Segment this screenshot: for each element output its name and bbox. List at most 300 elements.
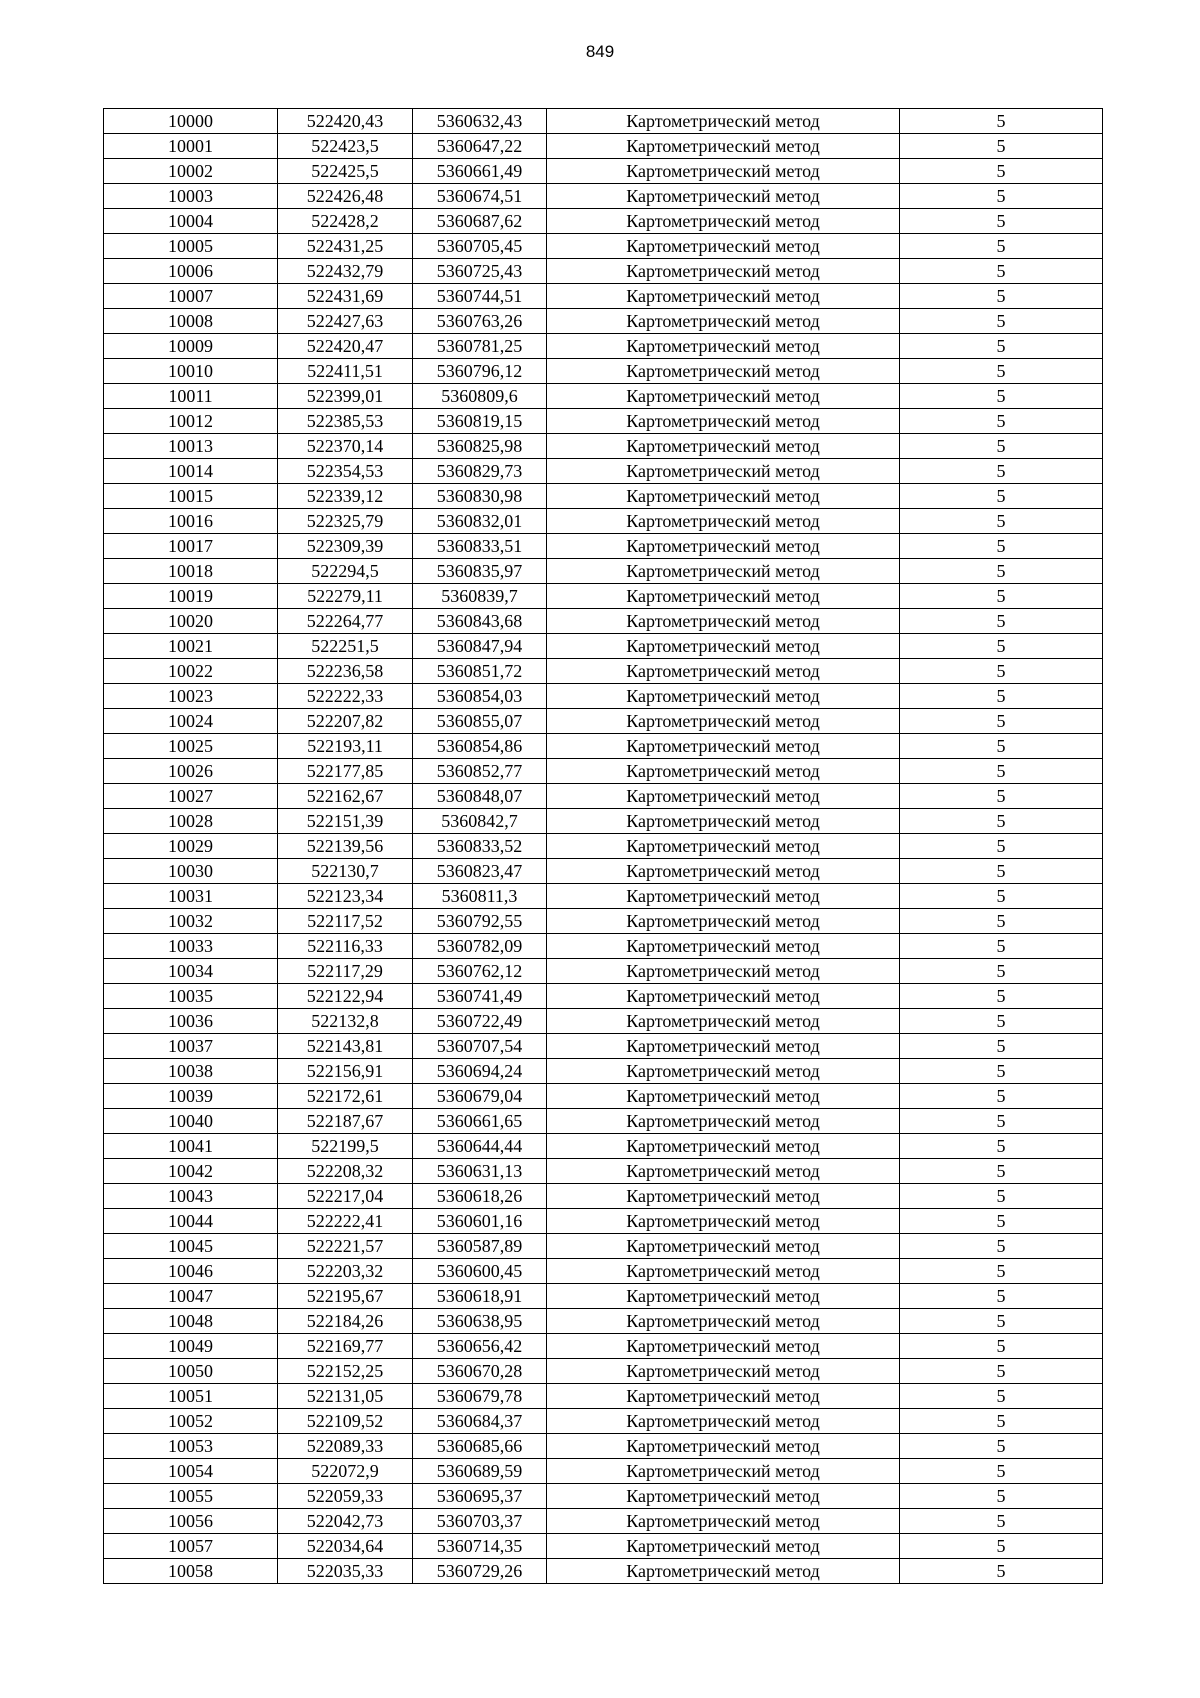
table-row — [104, 484, 1103, 509]
accuracy-cell: 5 — [900, 934, 1103, 959]
y-coordinate-cell: 5360684,37 — [413, 1409, 547, 1434]
table-row — [104, 1534, 1103, 1559]
method-cell: Картометрический метод — [547, 1209, 900, 1234]
point-number-cell: 10017 — [104, 534, 278, 559]
point-number-cell: 10030 — [104, 859, 278, 884]
accuracy-cell: 5 — [900, 484, 1103, 509]
point-number-cell: 10058 — [104, 1559, 278, 1584]
y-coordinate-cell: 5360714,35 — [413, 1534, 547, 1559]
point-number-cell: 10033 — [104, 934, 278, 959]
accuracy-cell: 5 — [900, 1134, 1103, 1159]
accuracy-cell: 5 — [900, 384, 1103, 409]
y-coordinate-cell: 5360707,54 — [413, 1034, 547, 1059]
point-number-cell: 10023 — [104, 684, 278, 709]
table-row — [104, 509, 1103, 534]
accuracy-cell: 5 — [900, 859, 1103, 884]
accuracy-cell: 5 — [900, 834, 1103, 859]
y-coordinate-cell: 5360842,7 — [413, 809, 547, 834]
table-row — [104, 1159, 1103, 1184]
accuracy-cell: 5 — [900, 1534, 1103, 1559]
table-row — [104, 809, 1103, 834]
coordinates-table-body — [104, 109, 1103, 1584]
method-cell: Картометрический метод — [547, 809, 900, 834]
method-cell: Картометрический метод — [547, 1134, 900, 1159]
point-number-cell: 10052 — [104, 1409, 278, 1434]
x-coordinate-cell: 522264,77 — [278, 609, 413, 634]
method-cell: Картометрический метод — [547, 634, 900, 659]
x-coordinate-cell: 522370,14 — [278, 434, 413, 459]
table-row — [104, 709, 1103, 734]
accuracy-cell: 5 — [900, 1234, 1103, 1259]
page-number: 849 — [585, 42, 615, 61]
x-coordinate-cell: 522143,81 — [278, 1034, 413, 1059]
x-coordinate-cell: 522131,05 — [278, 1384, 413, 1409]
x-coordinate-cell: 522279,11 — [278, 584, 413, 609]
method-cell: Картометрический метод — [547, 359, 900, 384]
method-cell: Картометрический метод — [547, 934, 900, 959]
table-row — [104, 134, 1103, 159]
y-coordinate-cell: 5360656,42 — [413, 1334, 547, 1359]
y-coordinate-cell: 5360782,09 — [413, 934, 547, 959]
table-row — [104, 1009, 1103, 1034]
table-row — [104, 1434, 1103, 1459]
table-row — [104, 1384, 1103, 1409]
x-coordinate-cell: 522151,39 — [278, 809, 413, 834]
table-row — [104, 559, 1103, 584]
point-number-cell: 10029 — [104, 834, 278, 859]
method-cell: Картометрический метод — [547, 1059, 900, 1084]
table-row — [104, 534, 1103, 559]
x-coordinate-cell: 522251,5 — [278, 634, 413, 659]
point-number-cell: 10043 — [104, 1184, 278, 1209]
table-row — [104, 1259, 1103, 1284]
y-coordinate-cell: 5360685,66 — [413, 1434, 547, 1459]
table-row — [104, 159, 1103, 184]
point-number-cell: 10035 — [104, 984, 278, 1009]
x-coordinate-cell: 522177,85 — [278, 759, 413, 784]
x-coordinate-cell: 522035,33 — [278, 1559, 413, 1584]
y-coordinate-cell: 5360647,22 — [413, 134, 547, 159]
method-cell: Картометрический метод — [547, 484, 900, 509]
y-coordinate-cell: 5360833,52 — [413, 834, 547, 859]
accuracy-cell: 5 — [900, 784, 1103, 809]
table-row — [104, 784, 1103, 809]
accuracy-cell: 5 — [900, 809, 1103, 834]
accuracy-cell: 5 — [900, 409, 1103, 434]
point-number-cell: 10008 — [104, 309, 278, 334]
x-coordinate-cell: 522199,5 — [278, 1134, 413, 1159]
y-coordinate-cell: 5360855,07 — [413, 709, 547, 734]
point-number-cell: 10018 — [104, 559, 278, 584]
point-number-cell: 10053 — [104, 1434, 278, 1459]
method-cell: Картометрический метод — [547, 1159, 900, 1184]
method-cell: Картометрический метод — [547, 709, 900, 734]
table-row — [104, 1409, 1103, 1434]
point-number-cell: 10047 — [104, 1284, 278, 1309]
y-coordinate-cell: 5360725,43 — [413, 259, 547, 284]
method-cell: Картометрический метод — [547, 1459, 900, 1484]
accuracy-cell: 5 — [900, 1409, 1103, 1434]
table-row — [104, 209, 1103, 234]
x-coordinate-cell: 522428,2 — [278, 209, 413, 234]
accuracy-cell: 5 — [900, 459, 1103, 484]
method-cell: Картометрический метод — [547, 584, 900, 609]
x-coordinate-cell: 522222,41 — [278, 1209, 413, 1234]
point-number-cell: 10037 — [104, 1034, 278, 1059]
method-cell: Картометрический метод — [547, 1484, 900, 1509]
table-row — [104, 934, 1103, 959]
x-coordinate-cell: 522117,29 — [278, 959, 413, 984]
y-coordinate-cell: 5360763,26 — [413, 309, 547, 334]
method-cell: Картометрический метод — [547, 1359, 900, 1384]
accuracy-cell: 5 — [900, 284, 1103, 309]
point-number-cell: 10004 — [104, 209, 278, 234]
accuracy-cell: 5 — [900, 759, 1103, 784]
point-number-cell: 10027 — [104, 784, 278, 809]
x-coordinate-cell: 522072,9 — [278, 1459, 413, 1484]
point-number-cell: 10013 — [104, 434, 278, 459]
accuracy-cell: 5 — [900, 109, 1103, 134]
y-coordinate-cell: 5360689,59 — [413, 1459, 547, 1484]
y-coordinate-cell: 5360843,68 — [413, 609, 547, 634]
y-coordinate-cell: 5360744,51 — [413, 284, 547, 309]
table-row — [104, 1209, 1103, 1234]
y-coordinate-cell: 5360829,73 — [413, 459, 547, 484]
x-coordinate-cell: 522423,5 — [278, 134, 413, 159]
point-number-cell: 10019 — [104, 584, 278, 609]
method-cell: Картометрический метод — [547, 459, 900, 484]
table-row — [104, 834, 1103, 859]
point-number-cell: 10042 — [104, 1159, 278, 1184]
table-row — [104, 609, 1103, 634]
y-coordinate-cell: 5360833,51 — [413, 534, 547, 559]
method-cell: Картометрический метод — [547, 284, 900, 309]
method-cell: Картометрический метод — [547, 559, 900, 584]
method-cell: Картометрический метод — [547, 1284, 900, 1309]
point-number-cell: 10051 — [104, 1384, 278, 1409]
accuracy-cell: 5 — [900, 1284, 1103, 1309]
x-coordinate-cell: 522042,73 — [278, 1509, 413, 1534]
method-cell: Картометрический метод — [547, 909, 900, 934]
accuracy-cell: 5 — [900, 184, 1103, 209]
y-coordinate-cell: 5360854,86 — [413, 734, 547, 759]
point-number-cell: 10015 — [104, 484, 278, 509]
method-cell: Картометрический метод — [547, 534, 900, 559]
y-coordinate-cell: 5360809,6 — [413, 384, 547, 409]
method-cell: Картометрический метод — [547, 234, 900, 259]
method-cell: Картометрический метод — [547, 1434, 900, 1459]
method-cell: Картометрический метод — [547, 1109, 900, 1134]
point-number-cell: 10005 — [104, 234, 278, 259]
point-number-cell: 10009 — [104, 334, 278, 359]
point-number-cell: 10056 — [104, 1509, 278, 1534]
table-row — [104, 984, 1103, 1009]
y-coordinate-cell: 5360705,45 — [413, 234, 547, 259]
accuracy-cell: 5 — [900, 984, 1103, 1009]
x-coordinate-cell: 522207,82 — [278, 709, 413, 734]
method-cell: Картометрический метод — [547, 1084, 900, 1109]
y-coordinate-cell: 5360679,04 — [413, 1084, 547, 1109]
x-coordinate-cell: 522187,67 — [278, 1109, 413, 1134]
table-row — [104, 109, 1103, 134]
x-coordinate-cell: 522399,01 — [278, 384, 413, 409]
point-number-cell: 10014 — [104, 459, 278, 484]
x-coordinate-cell: 522339,12 — [278, 484, 413, 509]
y-coordinate-cell: 5360832,01 — [413, 509, 547, 534]
accuracy-cell: 5 — [900, 659, 1103, 684]
point-number-cell: 10010 — [104, 359, 278, 384]
x-coordinate-cell: 522236,58 — [278, 659, 413, 684]
y-coordinate-cell: 5360687,62 — [413, 209, 547, 234]
point-number-cell: 10048 — [104, 1309, 278, 1334]
point-number-cell: 10002 — [104, 159, 278, 184]
method-cell: Картометрический метод — [547, 1509, 900, 1534]
x-coordinate-cell: 522427,63 — [278, 309, 413, 334]
x-coordinate-cell: 522109,52 — [278, 1409, 413, 1434]
table-row — [104, 359, 1103, 384]
point-number-cell: 10007 — [104, 284, 278, 309]
y-coordinate-cell: 5360839,7 — [413, 584, 547, 609]
accuracy-cell: 5 — [900, 334, 1103, 359]
table-row — [104, 659, 1103, 684]
x-coordinate-cell: 522059,33 — [278, 1484, 413, 1509]
accuracy-cell: 5 — [900, 1084, 1103, 1109]
method-cell: Картометрический метод — [547, 434, 900, 459]
table-row — [104, 409, 1103, 434]
accuracy-cell: 5 — [900, 909, 1103, 934]
y-coordinate-cell: 5360851,72 — [413, 659, 547, 684]
y-coordinate-cell: 5360618,26 — [413, 1184, 547, 1209]
point-number-cell: 10022 — [104, 659, 278, 684]
method-cell: Картометрический метод — [547, 384, 900, 409]
point-number-cell: 10028 — [104, 809, 278, 834]
point-number-cell: 10032 — [104, 909, 278, 934]
table-row — [104, 1234, 1103, 1259]
point-number-cell: 10012 — [104, 409, 278, 434]
x-coordinate-cell: 522123,34 — [278, 884, 413, 909]
x-coordinate-cell: 522195,67 — [278, 1284, 413, 1309]
method-cell: Картометрический метод — [547, 1034, 900, 1059]
y-coordinate-cell: 5360796,12 — [413, 359, 547, 384]
method-cell: Картометрический метод — [547, 1559, 900, 1584]
method-cell: Картометрический метод — [547, 1534, 900, 1559]
accuracy-cell: 5 — [900, 1384, 1103, 1409]
point-number-cell: 10011 — [104, 384, 278, 409]
method-cell: Картометрический метод — [547, 1384, 900, 1409]
accuracy-cell: 5 — [900, 509, 1103, 534]
method-cell: Картометрический метод — [547, 734, 900, 759]
table-row — [104, 1309, 1103, 1334]
y-coordinate-cell: 5360661,49 — [413, 159, 547, 184]
y-coordinate-cell: 5360762,12 — [413, 959, 547, 984]
accuracy-cell: 5 — [900, 309, 1103, 334]
accuracy-cell: 5 — [900, 209, 1103, 234]
table-row — [104, 884, 1103, 909]
method-cell: Картометрический метод — [547, 609, 900, 634]
accuracy-cell: 5 — [900, 634, 1103, 659]
accuracy-cell: 5 — [900, 959, 1103, 984]
table-row — [104, 1459, 1103, 1484]
table-row — [104, 759, 1103, 784]
point-number-cell: 10034 — [104, 959, 278, 984]
method-cell: Картометрический метод — [547, 184, 900, 209]
accuracy-cell: 5 — [900, 1059, 1103, 1084]
method-cell: Картометрический метод — [547, 109, 900, 134]
accuracy-cell: 5 — [900, 734, 1103, 759]
accuracy-cell: 5 — [900, 609, 1103, 634]
accuracy-cell: 5 — [900, 159, 1103, 184]
y-coordinate-cell: 5360661,65 — [413, 1109, 547, 1134]
method-cell: Картометрический метод — [547, 884, 900, 909]
accuracy-cell: 5 — [900, 259, 1103, 284]
accuracy-cell: 5 — [900, 1034, 1103, 1059]
table-row — [104, 1184, 1103, 1209]
accuracy-cell: 5 — [900, 434, 1103, 459]
x-coordinate-cell: 522162,67 — [278, 784, 413, 809]
table-row — [104, 434, 1103, 459]
y-coordinate-cell: 5360811,3 — [413, 884, 547, 909]
method-cell: Картометрический метод — [547, 834, 900, 859]
table-row — [104, 734, 1103, 759]
table-row — [104, 459, 1103, 484]
x-coordinate-cell: 522325,79 — [278, 509, 413, 534]
point-number-cell: 10031 — [104, 884, 278, 909]
accuracy-cell: 5 — [900, 1209, 1103, 1234]
method-cell: Картометрический метод — [547, 209, 900, 234]
x-coordinate-cell: 522169,77 — [278, 1334, 413, 1359]
table-row — [104, 1109, 1103, 1134]
y-coordinate-cell: 5360729,26 — [413, 1559, 547, 1584]
accuracy-cell: 5 — [900, 584, 1103, 609]
y-coordinate-cell: 5360703,37 — [413, 1509, 547, 1534]
accuracy-cell: 5 — [900, 1484, 1103, 1509]
accuracy-cell: 5 — [900, 1509, 1103, 1534]
method-cell: Картометрический метод — [547, 134, 900, 159]
method-cell: Картометрический метод — [547, 759, 900, 784]
x-coordinate-cell: 522309,39 — [278, 534, 413, 559]
accuracy-cell: 5 — [900, 1359, 1103, 1384]
table-row — [104, 1334, 1103, 1359]
x-coordinate-cell: 522222,33 — [278, 684, 413, 709]
accuracy-cell: 5 — [900, 884, 1103, 909]
point-number-cell: 10001 — [104, 134, 278, 159]
x-coordinate-cell: 522294,5 — [278, 559, 413, 584]
coordinates-table — [103, 108, 1103, 1584]
accuracy-cell: 5 — [900, 684, 1103, 709]
method-cell: Картометрический метод — [547, 1234, 900, 1259]
method-cell: Картометрический метод — [547, 1334, 900, 1359]
table-row — [104, 1134, 1103, 1159]
x-coordinate-cell: 522122,94 — [278, 984, 413, 1009]
point-number-cell: 10040 — [104, 1109, 278, 1134]
method-cell: Картометрический метод — [547, 859, 900, 884]
table-row — [104, 284, 1103, 309]
y-coordinate-cell: 5360825,98 — [413, 434, 547, 459]
x-coordinate-cell: 522172,61 — [278, 1084, 413, 1109]
x-coordinate-cell: 522130,7 — [278, 859, 413, 884]
accuracy-cell: 5 — [900, 1334, 1103, 1359]
table-row — [104, 309, 1103, 334]
y-coordinate-cell: 5360823,47 — [413, 859, 547, 884]
y-coordinate-cell: 5360670,28 — [413, 1359, 547, 1384]
accuracy-cell: 5 — [900, 1109, 1103, 1134]
y-coordinate-cell: 5360830,98 — [413, 484, 547, 509]
y-coordinate-cell: 5360632,43 — [413, 109, 547, 134]
method-cell: Картометрический метод — [547, 1259, 900, 1284]
table-row — [104, 1484, 1103, 1509]
table-row — [104, 684, 1103, 709]
method-cell: Картометрический метод — [547, 409, 900, 434]
point-number-cell: 10039 — [104, 1084, 278, 1109]
y-coordinate-cell: 5360854,03 — [413, 684, 547, 709]
y-coordinate-cell: 5360600,45 — [413, 1259, 547, 1284]
accuracy-cell: 5 — [900, 534, 1103, 559]
x-coordinate-cell: 522117,52 — [278, 909, 413, 934]
table-row — [104, 384, 1103, 409]
method-cell: Картометрический метод — [547, 309, 900, 334]
table-row — [104, 584, 1103, 609]
accuracy-cell: 5 — [900, 1459, 1103, 1484]
table-row — [104, 959, 1103, 984]
point-number-cell: 10057 — [104, 1534, 278, 1559]
accuracy-cell: 5 — [900, 559, 1103, 584]
method-cell: Картометрический метод — [547, 959, 900, 984]
y-coordinate-cell: 5360618,91 — [413, 1284, 547, 1309]
y-coordinate-cell: 5360638,95 — [413, 1309, 547, 1334]
point-number-cell: 10020 — [104, 609, 278, 634]
x-coordinate-cell: 522432,79 — [278, 259, 413, 284]
method-cell: Картометрический метод — [547, 659, 900, 684]
x-coordinate-cell: 522139,56 — [278, 834, 413, 859]
method-cell: Картометрический метод — [547, 984, 900, 1009]
point-number-cell: 10026 — [104, 759, 278, 784]
method-cell: Картометрический метод — [547, 334, 900, 359]
y-coordinate-cell: 5360722,49 — [413, 1009, 547, 1034]
y-coordinate-cell: 5360587,89 — [413, 1234, 547, 1259]
point-number-cell: 10045 — [104, 1234, 278, 1259]
x-coordinate-cell: 522221,57 — [278, 1234, 413, 1259]
x-coordinate-cell: 522034,64 — [278, 1534, 413, 1559]
point-number-cell: 10025 — [104, 734, 278, 759]
table-row — [104, 1034, 1103, 1059]
table-row — [104, 334, 1103, 359]
x-coordinate-cell: 522354,53 — [278, 459, 413, 484]
point-number-cell: 10044 — [104, 1209, 278, 1234]
y-coordinate-cell: 5360835,97 — [413, 559, 547, 584]
table-row — [104, 259, 1103, 284]
accuracy-cell: 5 — [900, 1159, 1103, 1184]
accuracy-cell: 5 — [900, 359, 1103, 384]
point-number-cell: 10055 — [104, 1484, 278, 1509]
table-row — [104, 234, 1103, 259]
accuracy-cell: 5 — [900, 1309, 1103, 1334]
y-coordinate-cell: 5360695,37 — [413, 1484, 547, 1509]
x-coordinate-cell: 522184,26 — [278, 1309, 413, 1334]
y-coordinate-cell: 5360819,15 — [413, 409, 547, 434]
point-number-cell: 10021 — [104, 634, 278, 659]
x-coordinate-cell: 522193,11 — [278, 734, 413, 759]
table-row — [104, 909, 1103, 934]
method-cell: Картометрический метод — [547, 159, 900, 184]
method-cell: Картометрический метод — [547, 1184, 900, 1209]
x-coordinate-cell: 522203,32 — [278, 1259, 413, 1284]
x-coordinate-cell: 522089,33 — [278, 1434, 413, 1459]
method-cell: Картометрический метод — [547, 1309, 900, 1334]
method-cell: Картометрический метод — [547, 784, 900, 809]
table-row — [104, 1084, 1103, 1109]
accuracy-cell: 5 — [900, 1184, 1103, 1209]
method-cell: Картометрический метод — [547, 259, 900, 284]
